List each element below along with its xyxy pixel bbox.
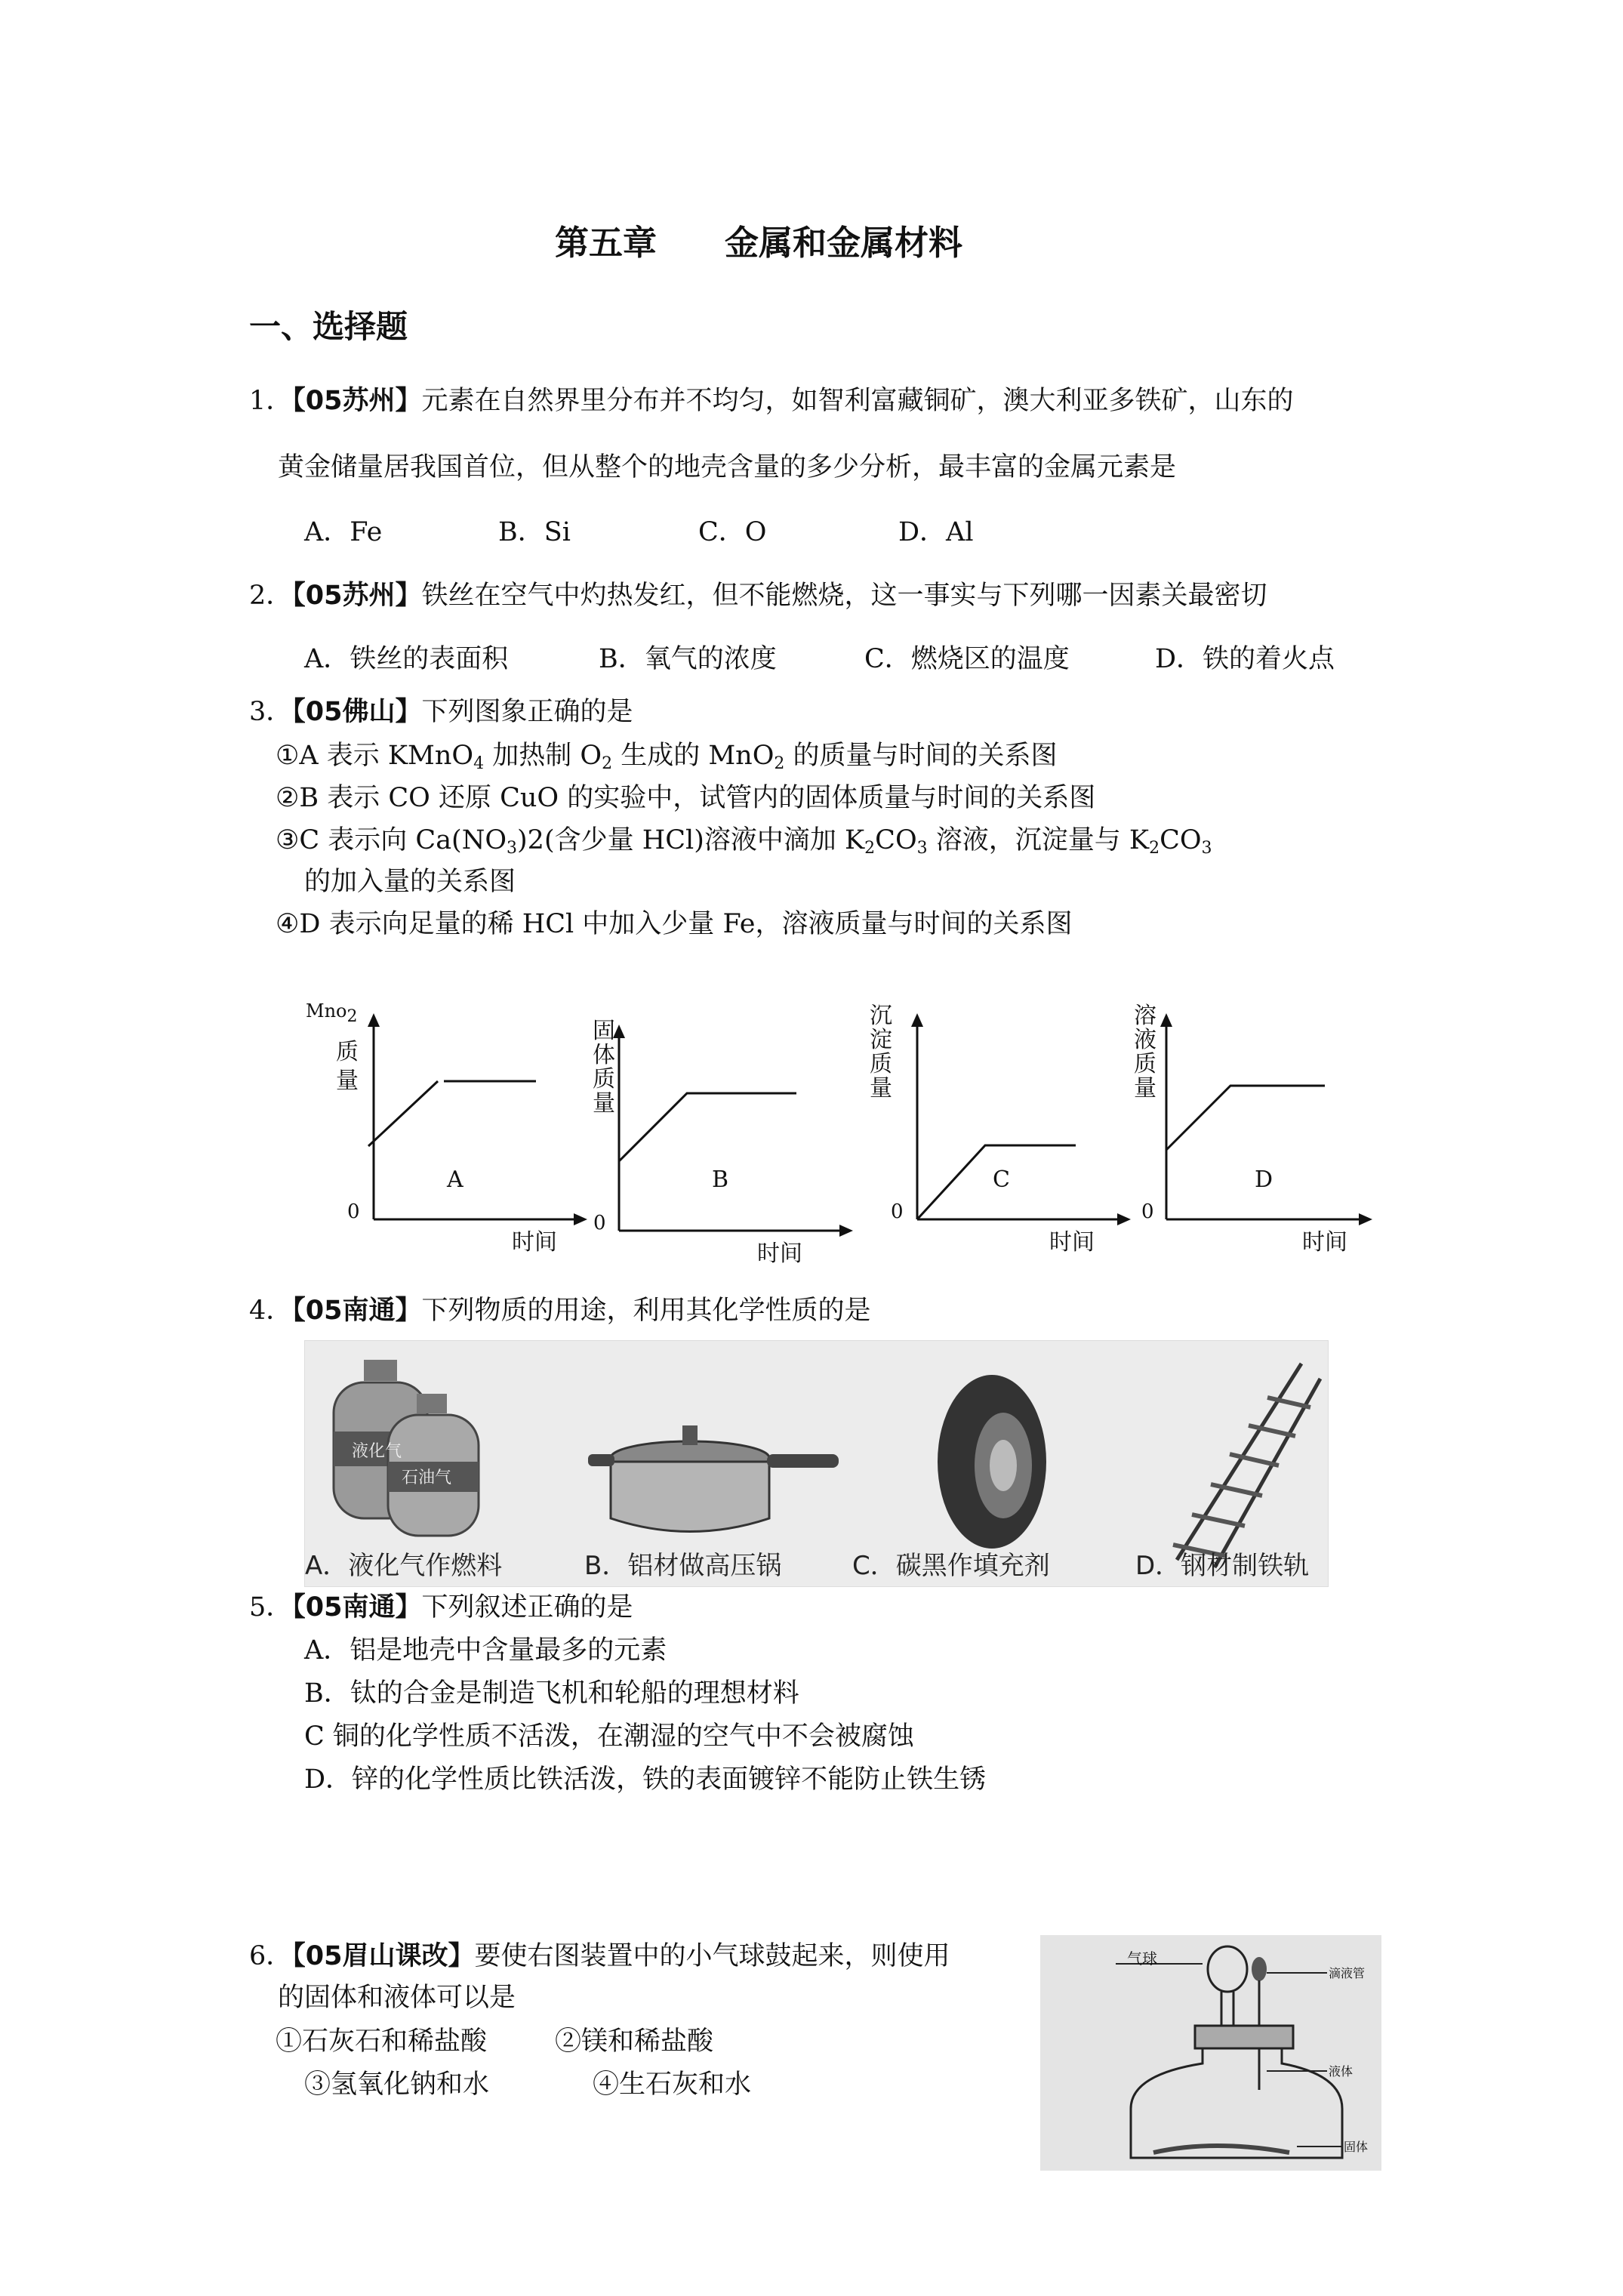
choice-3: ③氢氧化钠和水 <box>304 2069 490 2100</box>
option-d: D．Al <box>898 517 974 547</box>
x-arrow <box>1117 1213 1131 1225</box>
balloon <box>1208 1946 1247 1992</box>
ylabel-char: 体 <box>593 1042 615 1068</box>
curve <box>1166 1086 1325 1150</box>
question-6-line-2: 的固体和液体可以是 <box>278 1983 516 2013</box>
weight <box>682 1425 698 1445</box>
choice-1: ①石灰石和稀盐酸 <box>276 2026 488 2057</box>
question-source-tag: 【05苏州】 <box>292 581 422 611</box>
option-a: A．铝是地壳中含量最多的元素 <box>304 1635 667 1666</box>
ylabel-char: 质 <box>336 1039 359 1065</box>
graph-a-xlabel: 时间 <box>512 1229 557 1256</box>
handle <box>767 1454 839 1468</box>
question-source-tag: 【05佛山】 <box>292 697 422 727</box>
subscript: 3 <box>916 839 928 858</box>
y-arrow <box>911 1013 923 1027</box>
option-d: D．锌的化学性质比铁活泼，铁的表面镀锌不能防止铁生锈 <box>304 1764 987 1795</box>
question-number: 2． <box>249 581 293 611</box>
ylabel-char: 量 <box>336 1068 359 1094</box>
ylabel-text: Mno <box>306 1000 347 1022</box>
tire-hub <box>990 1440 1017 1491</box>
question-source-tag: 【05眉山课改】 <box>292 1941 475 1971</box>
graph-b-ylabel <box>591 1019 617 1116</box>
question-source-tag: 【05苏州】 <box>292 386 422 416</box>
y-arrow <box>1160 1013 1172 1027</box>
tire-image <box>938 1375 1046 1549</box>
balloon-label: 气球 <box>1127 1949 1157 1968</box>
graph-d <box>1160 1013 1372 1225</box>
graphs-group <box>302 997 1374 1268</box>
question-text: 要使右图装置中的小气球鼓起来，则使用 <box>474 1941 950 1971</box>
graph-c <box>911 1013 1131 1225</box>
graph-a <box>368 1013 587 1225</box>
graph-d-letter: D <box>1255 1166 1273 1193</box>
statement-text: 生成的 MnO <box>612 741 775 771</box>
pot <box>611 1462 769 1532</box>
solid-layer <box>1153 2146 1289 2153</box>
ylabel-char: 固 <box>593 1018 615 1044</box>
question-number: 5． <box>249 1592 293 1623</box>
option-b: B．Si <box>498 517 571 547</box>
can-label: 液化气 <box>352 1442 402 1461</box>
question-3 <box>249 696 633 728</box>
valve <box>364 1360 397 1381</box>
ylabel-char: 沉 <box>870 1003 892 1029</box>
choice-2: ②镁和稀盐酸 <box>555 2026 714 2057</box>
graph-a-letter: A <box>447 1166 463 1193</box>
option-c: C．燃烧区的温度 <box>864 644 1070 674</box>
rail <box>1177 1364 1301 1560</box>
liquid-label: 液体 <box>1329 2064 1354 2079</box>
section-heading: 一、选择题 <box>249 308 408 345</box>
statement-text: CO <box>875 825 917 855</box>
graph-c-letter: C <box>993 1166 1010 1193</box>
statement-text: ③C 表示向 Ca(NO <box>276 825 507 855</box>
graph-a-ylabel <box>334 1038 360 1096</box>
question-number: 4． <box>249 1296 293 1326</box>
curve <box>619 1093 796 1161</box>
handle <box>588 1454 614 1466</box>
graph-a-ylabel-top <box>306 1000 358 1026</box>
graph-d-ylabel <box>1132 1004 1158 1101</box>
graph-b-letter: B <box>712 1166 729 1193</box>
option-d: D．铁的着火点 <box>1155 644 1335 674</box>
x-arrow <box>1359 1213 1372 1225</box>
y-arrow <box>368 1013 380 1027</box>
question-number: 6． <box>249 1941 293 1971</box>
subscript: 2 <box>774 754 785 773</box>
subscript: 2 <box>1149 839 1160 858</box>
statement-4: ④D 表示向足量的稀 HCl 中加入少量 Fe，溶液质量与时间的关系图 <box>276 909 1073 939</box>
ylabel-char: 量 <box>593 1090 615 1117</box>
ylabel-char: 液 <box>1134 1027 1156 1053</box>
apparatus-figure <box>1040 1935 1381 2171</box>
uses-photo-strip <box>304 1340 1329 1587</box>
graph-a-origin: 0 <box>347 1200 360 1223</box>
stopper <box>1195 2026 1293 2048</box>
statement-text: 加热制 O <box>484 741 602 771</box>
subscript: 3 <box>507 839 518 858</box>
page-title: 第五章 金属和金属材料 <box>555 223 963 263</box>
question-text: 元素在自然界里分布并不均匀，如智利富藏铜矿，澳大利亚多铁矿，山东的 <box>421 386 1294 416</box>
graph-c-xlabel: 时间 <box>1049 1229 1095 1256</box>
ylabel-char: 量 <box>870 1075 892 1102</box>
question-6 <box>249 1940 950 1972</box>
statement-3 <box>276 824 1212 856</box>
pressure-cooker-image <box>588 1425 839 1532</box>
dropper-label: 滴液管 <box>1329 1966 1366 1980</box>
statement-text: 溶液，沉淀量与 K <box>927 825 1150 855</box>
question-text: 下列叙述正确的是 <box>421 1592 633 1623</box>
graph-b-origin: 0 <box>593 1212 606 1234</box>
question-1-line-2: 黄金储量居我国首位，但从整个的地壳含量的多少分析，最丰富的金属元素是 <box>278 452 1177 482</box>
question-text: 下列图象正确的是 <box>421 697 633 727</box>
graph-c-ylabel <box>868 1004 894 1101</box>
question-source-tag: 【05南通】 <box>292 1592 422 1623</box>
graph-b <box>613 1025 853 1237</box>
question-source-tag: 【05南通】 <box>292 1296 422 1326</box>
question-1 <box>249 385 1294 417</box>
graph-c-origin: 0 <box>891 1200 904 1223</box>
dropper-bulb <box>1252 1957 1267 1981</box>
subscript: 2 <box>864 839 876 858</box>
can-label: 石油气 <box>402 1469 452 1487</box>
flask <box>1131 2048 1342 2158</box>
subscript: 2 <box>346 1007 358 1026</box>
option-b: B．钛的合金是制造飞机和轮船的理想材料 <box>304 1678 799 1709</box>
ylabel-char: 溶 <box>1134 1003 1156 1029</box>
curve-segment <box>368 1081 438 1146</box>
choice-4: ④生石灰和水 <box>593 2069 752 2100</box>
subscript: 2 <box>602 754 613 773</box>
option-c: C．O <box>698 517 767 547</box>
subscript: 3 <box>1201 839 1212 858</box>
graph-d-origin: 0 <box>1141 1200 1154 1223</box>
question-text: 下列物质的用途，利用其化学性质的是 <box>421 1296 871 1326</box>
x-arrow <box>839 1225 853 1237</box>
statement-text: ①A 表示 KMnO <box>276 741 474 771</box>
ylabel-char: 质 <box>593 1066 615 1093</box>
question-text: 铁丝在空气中灼热发红，但不能燃烧，这一事实与下列哪一因素关最密切 <box>421 581 1267 611</box>
ylabel-char: 质 <box>1134 1051 1156 1077</box>
question-4 <box>249 1295 871 1327</box>
statement-2: ②B 表示 CO 还原 CuO 的实验中，试管内的固体质量与时间的关系图 <box>276 783 1096 813</box>
rail-track-image <box>1173 1364 1320 1567</box>
option-c: C 铜的化学性质不活泼，在潮湿的空气中不会被腐蚀 <box>304 1721 914 1752</box>
question-number: 3． <box>249 697 293 727</box>
caption-a: A．液化气作燃料 <box>305 1551 503 1581</box>
graph-b-xlabel: 时间 <box>757 1240 802 1267</box>
statement-text: 的质量与时间的关系图 <box>784 741 1058 771</box>
question-number: 1． <box>249 386 293 416</box>
graphs-svg <box>302 997 1374 1268</box>
ylabel-char: 量 <box>1134 1075 1156 1102</box>
valve <box>417 1394 447 1413</box>
caption-b: B．铝材做高压锅 <box>584 1551 782 1581</box>
x-arrow <box>574 1213 587 1225</box>
statement-1 <box>276 740 1058 772</box>
solid-label: 固体 <box>1344 2140 1369 2154</box>
caption-d: D．钢材制铁轨 <box>1135 1551 1310 1581</box>
graph-d-xlabel: 时间 <box>1302 1229 1347 1256</box>
subscript: 4 <box>473 754 485 773</box>
question-5 <box>249 1592 633 1623</box>
statement-text: )2(含少量 HCl)溶液中滴加 K <box>517 825 865 855</box>
ylabel-char: 淀 <box>870 1027 892 1053</box>
statement-3-line-2: 的加入量的关系图 <box>304 867 516 897</box>
question-2 <box>249 580 1267 612</box>
option-a: A．Fe <box>304 517 383 547</box>
ylabel-char: 质 <box>870 1051 892 1077</box>
option-a: A．铁丝的表面积 <box>304 644 509 674</box>
statement-text: CO <box>1160 825 1202 855</box>
caption-c: C．碳黑作填充剂 <box>852 1551 1050 1581</box>
option-b: B．氧气的浓度 <box>599 644 777 674</box>
